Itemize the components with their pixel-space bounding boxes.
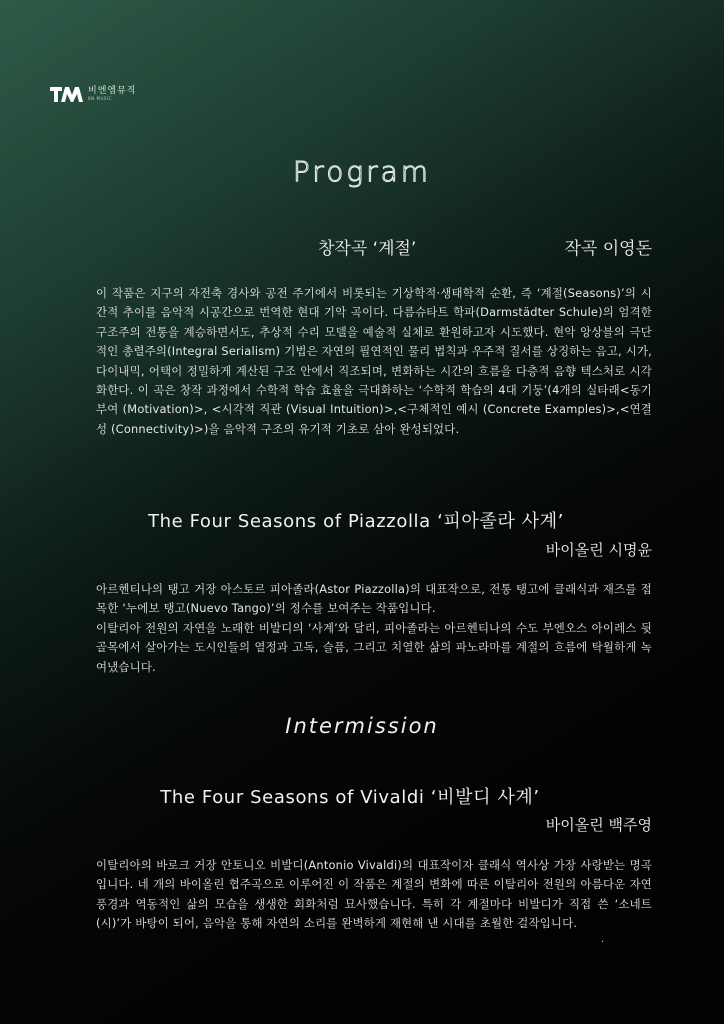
brand-logo xyxy=(50,84,136,104)
piece-performer: 바이올린 백주영 xyxy=(545,816,652,834)
page-title: Program xyxy=(292,155,432,188)
piece-performer: 바이올린 시명윤 xyxy=(545,541,652,559)
piece-composer: 작곡 이영돈 xyxy=(564,239,652,259)
brand-logo-korean: 비엔엠뮤직 xyxy=(88,86,137,96)
brand-logo-mark-icon xyxy=(50,84,84,104)
piece-title: 창작곡 ‘계절’ xyxy=(318,239,417,259)
piece-description xyxy=(96,580,652,677)
intermission-heading: Intermission xyxy=(285,714,439,738)
piece-description-paragraph: 아르헨티나의 탱고 거장 아스토르 피아졸라(Astor Piazzolla)의 대표작으로, 전통 탱고에 클래식과 재즈를 접목한 ‘누에보 탱고(Nuevo Tango)’의 정수를 보여주는 작품입니다. xyxy=(96,582,652,616)
piece-description: 이 작품은 지구의 자전축 경사와 공전 주기에서 비롯되는 기상학적·생태학적 순환, 즉 ‘계절(Seasons)’의 시간적 추이를 음악적 시공간으로 번역한 현대 기악 곡이다. 다름슈타트 학파(Darmstädter Schule)의 엄격한 구조주의 전통을 계승하면서도, 추상적 수리 모델을 예술적 실체로 환원하고자 시도했다. 현악 앙상블의 극단적인 총렬주의(Integral Serialism) 기법은 자연의 필연적인 물리 법칙과 우주적 질서를 상징하는 음고, 시가, 다이내믹, 어택이 정밀하게 계산된 구조 안에서 직조되며, 변화하는 시간의 흐름을 다층적 음향 텍스처로 시각화한다. 이 곡은 창작 과정에서 수학적 학습 효율을 극대화하는 ‘수학적 학습의 4대 기둥’(4개의 실타래<동기부여 (Motivation)>, <시각적 직관 (Visual Intuition)>,<구체적인 예시 (Concrete Examples)>,<연결성 (Connectivity)>)을 음악적 구조의 유기적 기초로 삼아 완성되었다. xyxy=(96,286,652,436)
piece-description-paragraph: 이탈리아 전원의 자연을 노래한 비발디의 ‘사계’와 달리, 피아졸라는 아르헨티나의 수도 부엔오스 아이레스 뒷골목에서 살아가는 도시인들의 열정과 고독, 슬픔, 그리고 치열한 삶의 파노라마를 계절의 흐름에 탁월하게 녹여냈습니다. xyxy=(96,620,652,674)
piece-description: 이탈리아의 바로크 거장 안토니오 비발디(Antonio Vivaldi)의 대표작이자 클래식 역사상 가장 사랑받는 명곡입니다. 네 개의 바이올린 협주곡으로 이루어진 이 작품은 계절의 변화에 따른 이탈리아 전원의 아름다운 자연 풍경과 역동적인 삶의 모습을 생생한 회화처럼 묘사했습니다. 특히 각 계절마다 비발디가 직접 쓴 ‘소네트(시)’가 바탕이 되어, 음악을 통해 자연의 소리를 완벽하게 재현해 낸 시대를 초월한 걸작입니다. xyxy=(96,858,652,931)
brand-logo-english: BN MUSIC xyxy=(88,96,112,101)
piece-title: The Four Seasons of Vivaldi ‘비발디 사계’ xyxy=(160,787,540,808)
trailing-mark: . xyxy=(601,934,605,945)
piece-title: The Four Seasons of Piazzolla ‘피아졸라 사계’ xyxy=(148,511,564,532)
piece-header xyxy=(96,234,652,258)
